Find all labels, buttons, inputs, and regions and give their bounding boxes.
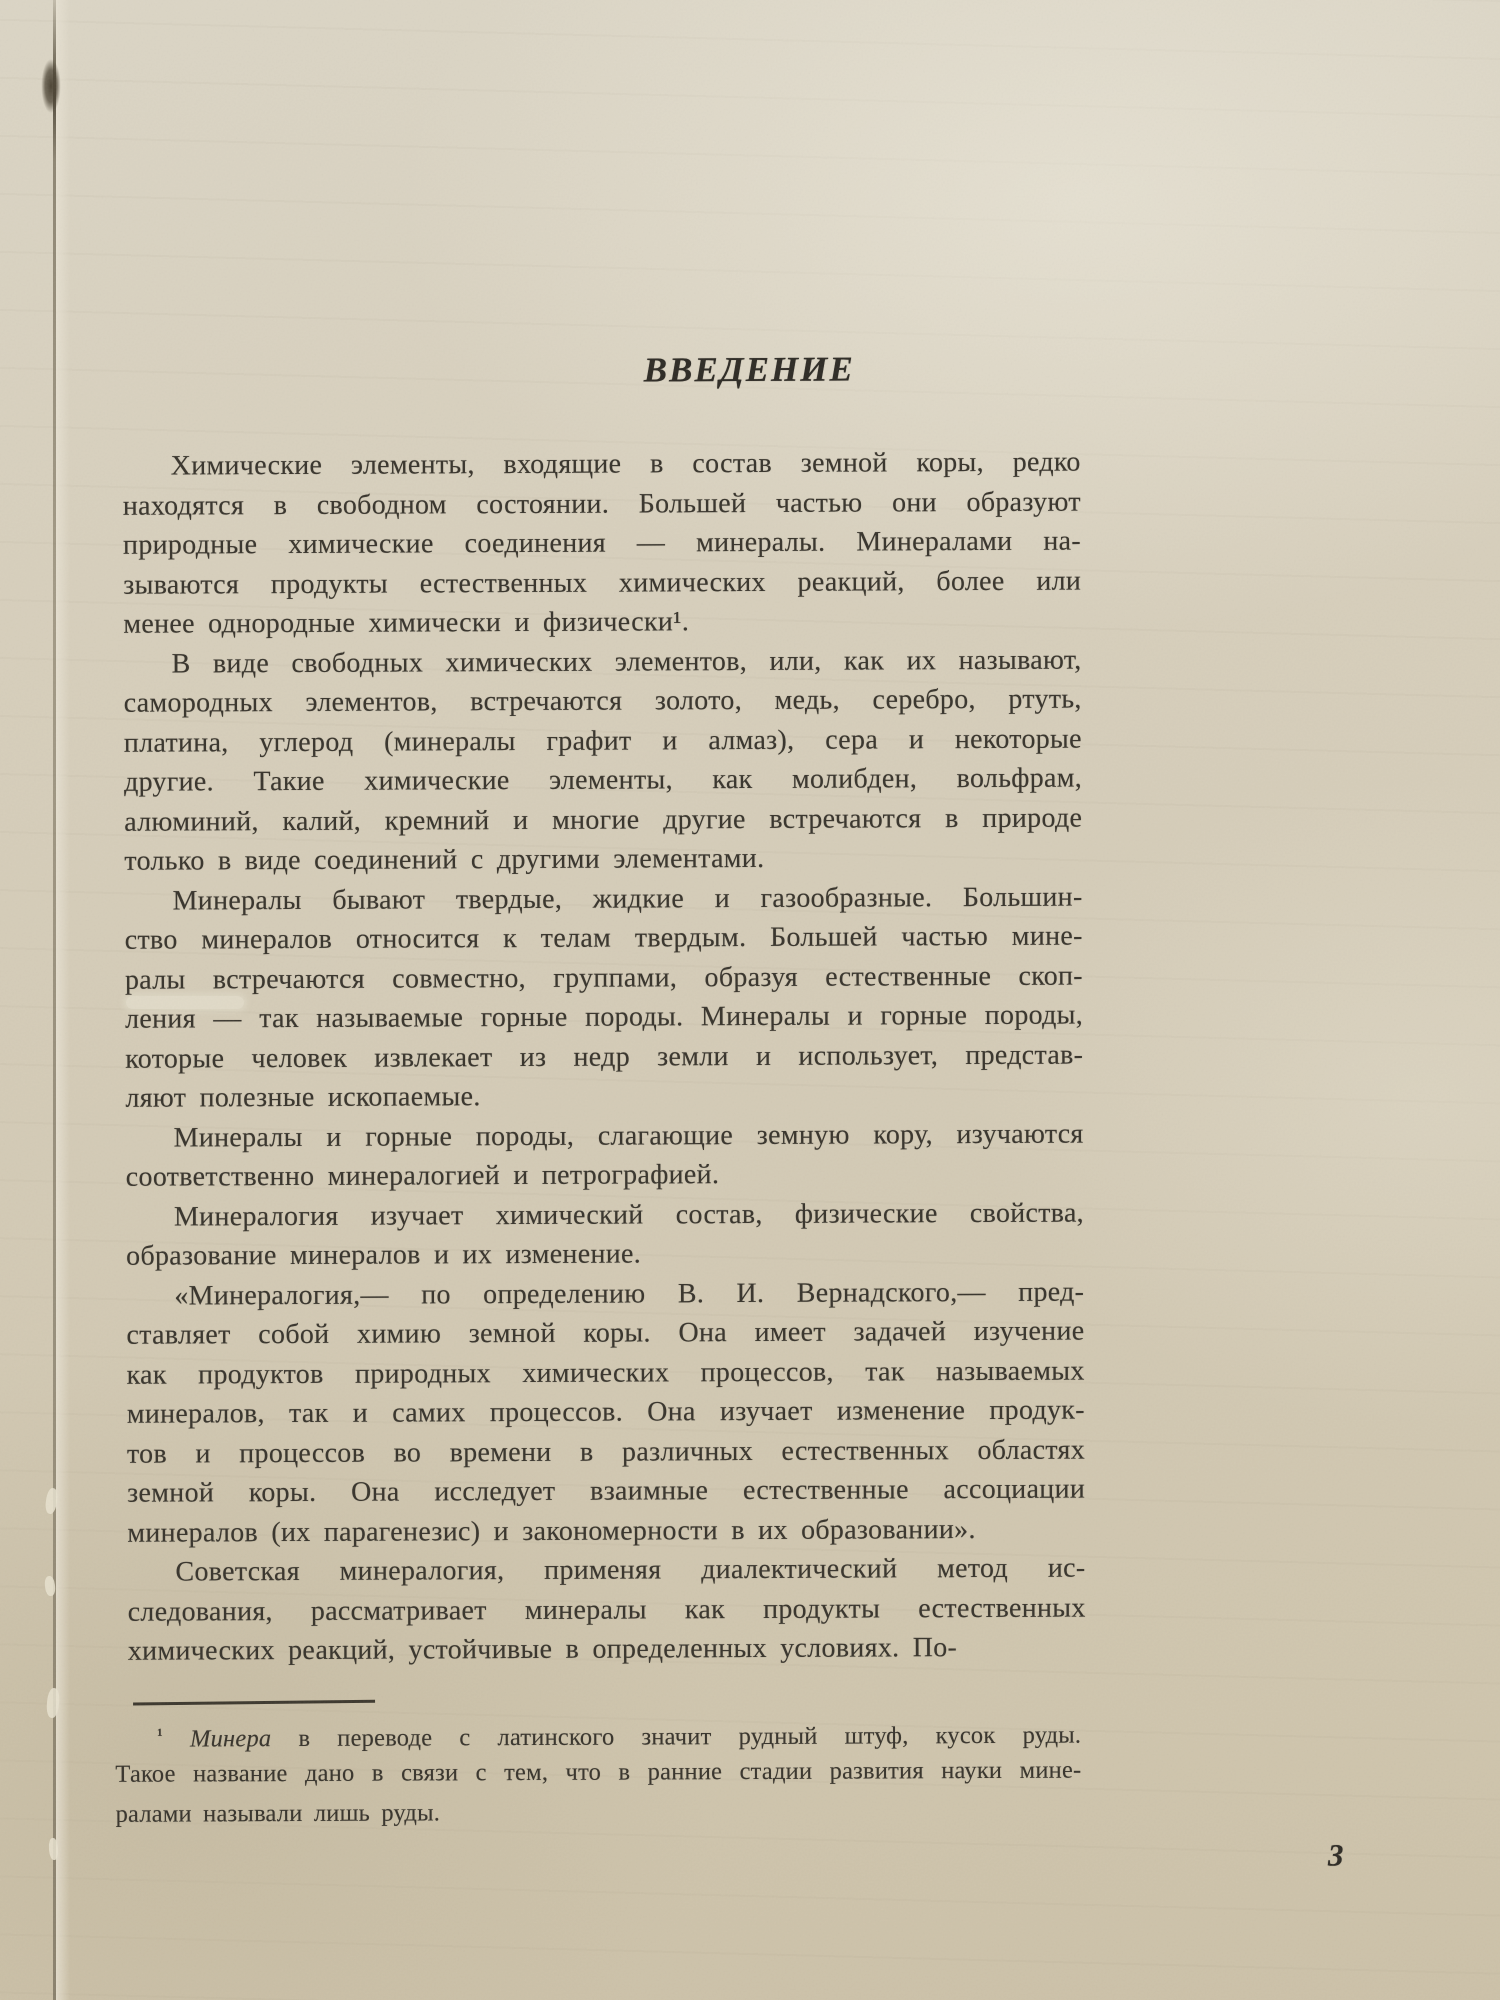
text-line: Минералы бывают твердые, жидкие и газообразные. Большин- (172, 881, 1083, 917)
paragraph (127, 1549, 1086, 1672)
paragraph (123, 640, 1082, 881)
text-line: Минералогия изучает химический состав, физические свойства, (173, 1197, 1084, 1233)
text-line: находятся в свободном состоянии. Большей частью они образуют (122, 486, 1081, 522)
paragraph (126, 1193, 1084, 1276)
text-line: химических реакций, устойчивые в определенных условиях. По- (127, 1632, 958, 1667)
text-line: В виде свободных химических элементов, или, как их называют, (171, 644, 1082, 680)
text-line: следования, рассматривает минералы как продукты естественных (127, 1592, 1086, 1628)
text-line: соответственно минералогией и петрографией. (125, 1159, 720, 1193)
text-line: земной коры. Она исследует взаимные естественные ассоциации (127, 1473, 1086, 1509)
text-line: алюминий, калий, кремний и многие другие встречаются в природе (124, 802, 1083, 838)
text-line: Химические элементы, входящие в состав земной коры, редко (170, 446, 1081, 482)
footnote-term: Минера (189, 1725, 272, 1753)
page-title: ВВЕДЕНИЕ (643, 349, 855, 390)
text-line: самородных элементов, встречаются золото, медь, серебро, ртуть, (123, 683, 1082, 719)
paragraph (126, 1272, 1085, 1553)
paragraph (126, 1114, 1084, 1197)
text-line: «Минералогия,— по определению В. И. Вернадского,— пред- (174, 1276, 1085, 1312)
text-line: Минералы и горные породы, слагающие земную кору, изучаются (173, 1118, 1084, 1154)
text-line: зываются продукты естественных химических реакций, более или (123, 565, 1082, 601)
footnote-line (115, 1711, 1081, 1755)
text-body (123, 443, 1086, 1672)
paragraph (123, 443, 1082, 645)
page-number: 3 (1327, 1837, 1344, 1873)
footnote-rule (133, 1700, 375, 1706)
text-line: которые человек извлекает из недр земли и использует, представ- (125, 1039, 1084, 1075)
text-line: другие. Такие химические элементы, как молибден, вольфрам, (123, 762, 1083, 798)
text-line: как продуктов природных химических процессов, так называемых (126, 1355, 1085, 1391)
text-line: ставляет собой химию земной коры. Она имеет задачей изучение (126, 1315, 1085, 1351)
text-line: минералов, так и самих процессов. Она изучает изменение продук- (126, 1394, 1085, 1430)
footnote-line: ралами называли лишь руды. (115, 1799, 441, 1828)
text-line: платина, углерод (минералы графит и алмаз), сера и некоторые (123, 723, 1082, 759)
text-line: только в виде соединений с другими элементами. (124, 842, 765, 877)
paragraph (124, 877, 1083, 1118)
text-line: природные химические соединения — минералы. Минералами на- (122, 525, 1082, 561)
text-line: Советская минералогия, применяя диалектический метод ис- (175, 1552, 1086, 1588)
text-line: ство минералов относится к телам твердым. Большей частью мине- (124, 920, 1083, 956)
text-line: ления — так называемые горные породы. Минералы и горные породы, (125, 999, 1084, 1035)
text-line: образование минералов и их изменение. (126, 1238, 642, 1272)
text-line: минералов (их парагенезис) и закономерности в их образовании». (127, 1513, 976, 1549)
text-line: ляют полезные ископаемые. (125, 1081, 481, 1114)
footnote-marker: ¹ (157, 1724, 163, 1745)
text-line: менее однородные химически и физически¹. (123, 606, 690, 640)
footnote (115, 1711, 1082, 1835)
footnote-line: Такое название дано в связи с тем, что в ранние стадии развития науки мине- (115, 1756, 1082, 1788)
footnote-text: в переводе с латинского значит рудный штуф, кусок руды. (298, 1721, 1082, 1752)
text-line: ралы встречаются совместно, группами, образуя естественные скоп- (124, 960, 1083, 996)
text-line: тов и процессов во времени в различных естественных областях (126, 1434, 1086, 1470)
